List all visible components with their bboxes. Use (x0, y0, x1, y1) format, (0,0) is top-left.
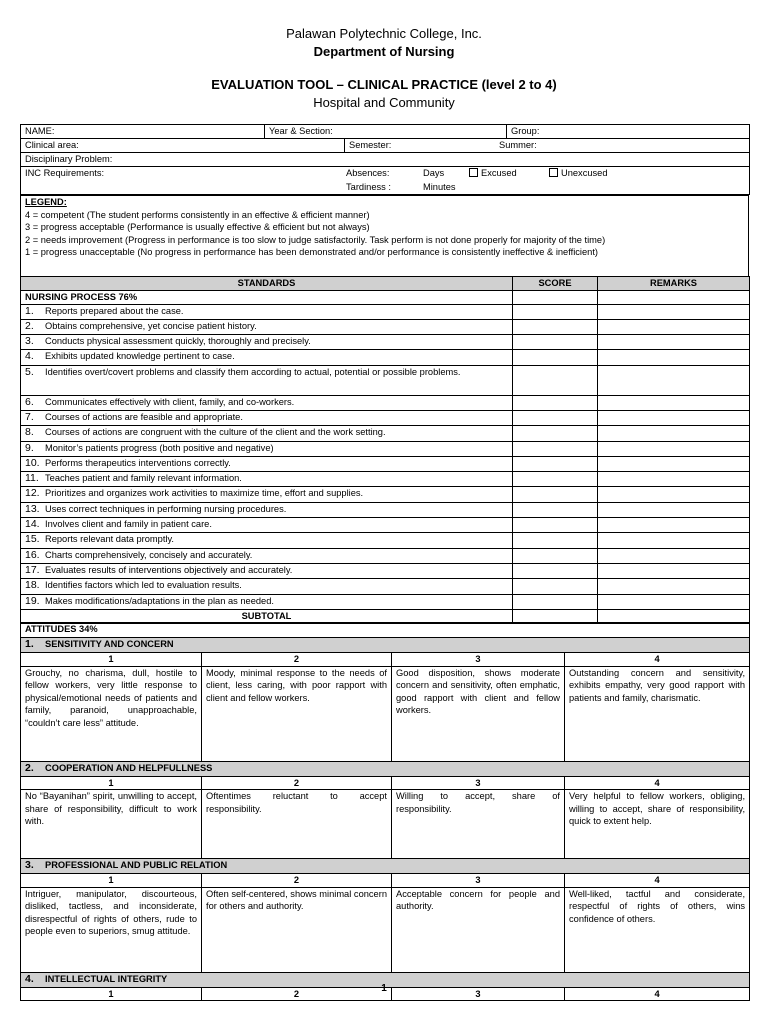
student-info-table (20, 124, 750, 195)
score-cell[interactable] (513, 548, 598, 563)
rating-description: Grouchy, no charisma, dull, hostile to fellow workers, very little response to physical/emotional needs of patients and family, paranoid, unapproachable, “couldn’t care less” attitude. (21, 666, 202, 761)
rating-level: 1 (21, 987, 202, 1001)
standard-row (21, 335, 750, 350)
rating-level: 3 (392, 653, 565, 667)
department-name: Department of Nursing (313, 44, 455, 59)
name-field[interactable]: NAME: (21, 125, 265, 139)
remarks-cell[interactable] (598, 456, 750, 471)
rating-level: 2 (202, 987, 392, 1001)
standard-row (21, 365, 750, 395)
semester-summer-field[interactable]: Semester: Summer: (345, 139, 750, 153)
standard-row (21, 502, 750, 517)
attitude-section-title: 2. COOPERATION AND HELPFULLNESS (21, 761, 750, 776)
score-cell[interactable] (513, 563, 598, 578)
page-number: 1 (381, 983, 387, 994)
college-name: Palawan Polytechnic College, Inc. (286, 26, 482, 41)
rating-level: 4 (565, 776, 750, 790)
rating-description: Intriguer, manipulator, discourteous, disliked, tactless, and inconsiderate, disrespectful of rights of others, rude to people even to superiors, smug attitude. (21, 887, 202, 972)
standard-text: 18. Identifies factors which led to evaluation results. (21, 579, 513, 594)
rating-level: 4 (565, 987, 750, 1001)
score-cell[interactable] (513, 533, 598, 548)
remarks-cell[interactable] (598, 472, 750, 487)
score-cell[interactable] (513, 502, 598, 517)
score-cell[interactable] (513, 487, 598, 502)
standard-row (21, 350, 750, 365)
rating-level: 4 (565, 874, 750, 888)
score-cell[interactable] (513, 472, 598, 487)
score-cell[interactable] (513, 350, 598, 365)
standard-text: 5. Identifies overt/covert problems and classify them according to actual, potential or possible problems. (21, 365, 513, 395)
rating-description: Often self-centered, shows minimal concern for others and authority. (202, 887, 392, 972)
rating-level: 2 (202, 653, 392, 667)
standard-row (21, 487, 750, 502)
rating-description: No “Bayanihan” spirit, unwilling to accept, share of responsibility, difficult to work with. (21, 790, 202, 859)
score-cell[interactable] (513, 426, 598, 441)
legend: LEGEND: 4 = competent (The student performs consistently in an effective & efficient manner) 3 = progress acceptable (Performance is usually effective & efficient but not always) 2 = needs improvement (Progress in performance is too slow to judge satisfactorily. Task perform is not done properly for majority of the time) 1 = progress unacceptable (No progress in performance has been demonstrated and/or performance is consistently ineffective & inefficient) (21, 196, 749, 277)
standard-text: 14. Involves client and family in patient care. (21, 518, 513, 533)
score-cell[interactable] (513, 365, 598, 395)
attitude-section-title: 3. PROFESSIONAL AND PUBLIC RELATION (21, 859, 750, 874)
standard-text: 16. Charts comprehensively, concisely and accurately. (21, 548, 513, 563)
standard-text: 8. Courses of actions are congruent with the culture of the client and the work setting. (21, 426, 513, 441)
score-cell[interactable] (513, 456, 598, 471)
remarks-cell[interactable] (598, 594, 750, 609)
remarks-cell[interactable] (598, 441, 750, 456)
rating-description: Very helpful to fellow workers, obliging, willing to accept, share of responsibility, quick to extent help. (565, 790, 750, 859)
standard-text: 6. Communicates effectively with client, family, and co-workers. (21, 395, 513, 410)
standard-text: 10. Performs therapeutics interventions correctly. (21, 456, 513, 471)
score-header: SCORE (513, 277, 598, 291)
standard-row (21, 518, 750, 533)
standard-row (21, 319, 750, 334)
standard-text: 17. Evaluates results of interventions objectively and accurately. (21, 563, 513, 578)
year-section-field[interactable]: Year & Section: (265, 125, 507, 139)
inc-attendance-field[interactable]: INC Requirements: Absences: Days Excused Unexcused Tardiness : Minutes (21, 167, 750, 195)
remarks-cell[interactable] (598, 426, 750, 441)
score-cell[interactable] (513, 395, 598, 410)
standard-text: 3. Conducts physical assessment quickly, thoroughly and precisely. (21, 335, 513, 350)
remarks-cell[interactable] (598, 365, 750, 395)
rating-description: Well-liked, tactful and considerate, respectful of rights of others, wins confidence of others. (565, 887, 750, 972)
standard-text: 19. Makes modifications/adaptations in the plan as needed. (21, 594, 513, 609)
standard-row (21, 548, 750, 563)
remarks-cell[interactable] (598, 518, 750, 533)
rating-description: Willing to accept, share of responsibility. (392, 790, 565, 859)
document-subtitle: Hospital and Community (313, 95, 455, 110)
document-title: EVALUATION TOOL – CLINICAL PRACTICE (level 2 to 4) (211, 77, 557, 92)
standard-text: 4. Exhibits updated knowledge pertinent to case. (21, 350, 513, 365)
remarks-cell[interactable] (598, 410, 750, 425)
score-cell[interactable] (513, 319, 598, 334)
rating-level: 3 (392, 987, 565, 1001)
remarks-cell[interactable] (598, 304, 750, 319)
clinical-area-field[interactable]: Clinical area: (21, 139, 345, 153)
standard-row (21, 579, 750, 594)
standard-text: 11. Teaches patient and family relevant information. (21, 472, 513, 487)
score-cell[interactable] (513, 304, 598, 319)
standard-row (21, 410, 750, 425)
remarks-header: REMARKS (598, 277, 750, 291)
score-cell[interactable] (513, 518, 598, 533)
standard-row (21, 472, 750, 487)
score-cell[interactable] (513, 410, 598, 425)
remarks-cell[interactable] (598, 502, 750, 517)
standards-table (20, 276, 750, 624)
remarks-cell[interactable] (598, 350, 750, 365)
rating-description: Acceptable concern for people and authority. (392, 887, 565, 972)
remarks-cell[interactable] (598, 319, 750, 334)
score-cell[interactable] (513, 335, 598, 350)
excused-checkbox[interactable] (469, 168, 478, 177)
nursing-process-title: NURSING PROCESS 76% (21, 290, 513, 304)
rating-level: 1 (21, 653, 202, 667)
standard-text: 13. Uses correct techniques in performing nursing procedures. (21, 502, 513, 517)
subtotal-label: SUBTOTAL (21, 609, 513, 623)
remarks-cell[interactable] (598, 533, 750, 548)
remarks-cell[interactable] (598, 579, 750, 594)
standard-text: 2. Obtains comprehensive, yet concise patient history. (21, 319, 513, 334)
standard-text: 7. Courses of actions are feasible and appropriate. (21, 410, 513, 425)
standard-row (21, 533, 750, 548)
standard-row (21, 594, 750, 609)
score-cell[interactable] (513, 594, 598, 609)
rating-level: 4 (565, 653, 750, 667)
attitude-section-title: 1. SENSITIVITY AND CONCERN (21, 638, 750, 653)
standards-header: STANDARDS (21, 277, 513, 291)
remarks-cell[interactable] (598, 395, 750, 410)
score-cell[interactable] (513, 579, 598, 594)
attitude-section-title: 4. INTELLECTUAL INTEGRITY (21, 972, 750, 987)
standard-row (21, 456, 750, 471)
standard-row (21, 304, 750, 319)
remarks-cell[interactable] (598, 548, 750, 563)
rating-level: 2 (202, 874, 392, 888)
unexcused-checkbox[interactable] (549, 168, 558, 177)
standard-row (21, 395, 750, 410)
rating-level: 3 (392, 874, 565, 888)
rating-description: Oftentimes reluctant to accept responsibility. (202, 790, 392, 859)
standard-row (21, 426, 750, 441)
rating-level: 3 (392, 776, 565, 790)
rating-level: 2 (202, 776, 392, 790)
remarks-cell[interactable] (598, 335, 750, 350)
group-field[interactable]: Group: (507, 125, 750, 139)
standard-text: 15. Reports relevant data promptly. (21, 533, 513, 548)
standard-row (21, 441, 750, 456)
standard-row (21, 563, 750, 578)
rating-description: Outstanding concern and sensitivity, exhibits empathy, very good rapport with patients and family, charismatic. (565, 666, 750, 761)
legend-table (20, 195, 749, 277)
standard-text: 1. Reports prepared about the case. (21, 304, 513, 319)
remarks-cell[interactable] (598, 487, 750, 502)
score-cell[interactable] (513, 441, 598, 456)
rating-level: 1 (21, 874, 202, 888)
remarks-cell[interactable] (598, 563, 750, 578)
rating-description: Good disposition, shows moderate concern and sensitivity, often emphatic, good rapport with client and fellow workers. (392, 666, 565, 761)
attitudes-table (20, 622, 750, 1001)
standard-text: 9. Monitor’s patients progress (both positive and negative) (21, 441, 513, 456)
rating-description: Moody, minimal response to the needs of client, less caring, with poor rapport with client and fellow workers. (202, 666, 392, 761)
standard-text: 12. Prioritizes and organizes work activities to maximize time, effort and supplies. (21, 487, 513, 502)
attitudes-title: ATTITUDES 34% (21, 623, 750, 638)
disciplinary-field[interactable]: Disciplinary Problem: (21, 153, 750, 167)
rating-level: 1 (21, 776, 202, 790)
